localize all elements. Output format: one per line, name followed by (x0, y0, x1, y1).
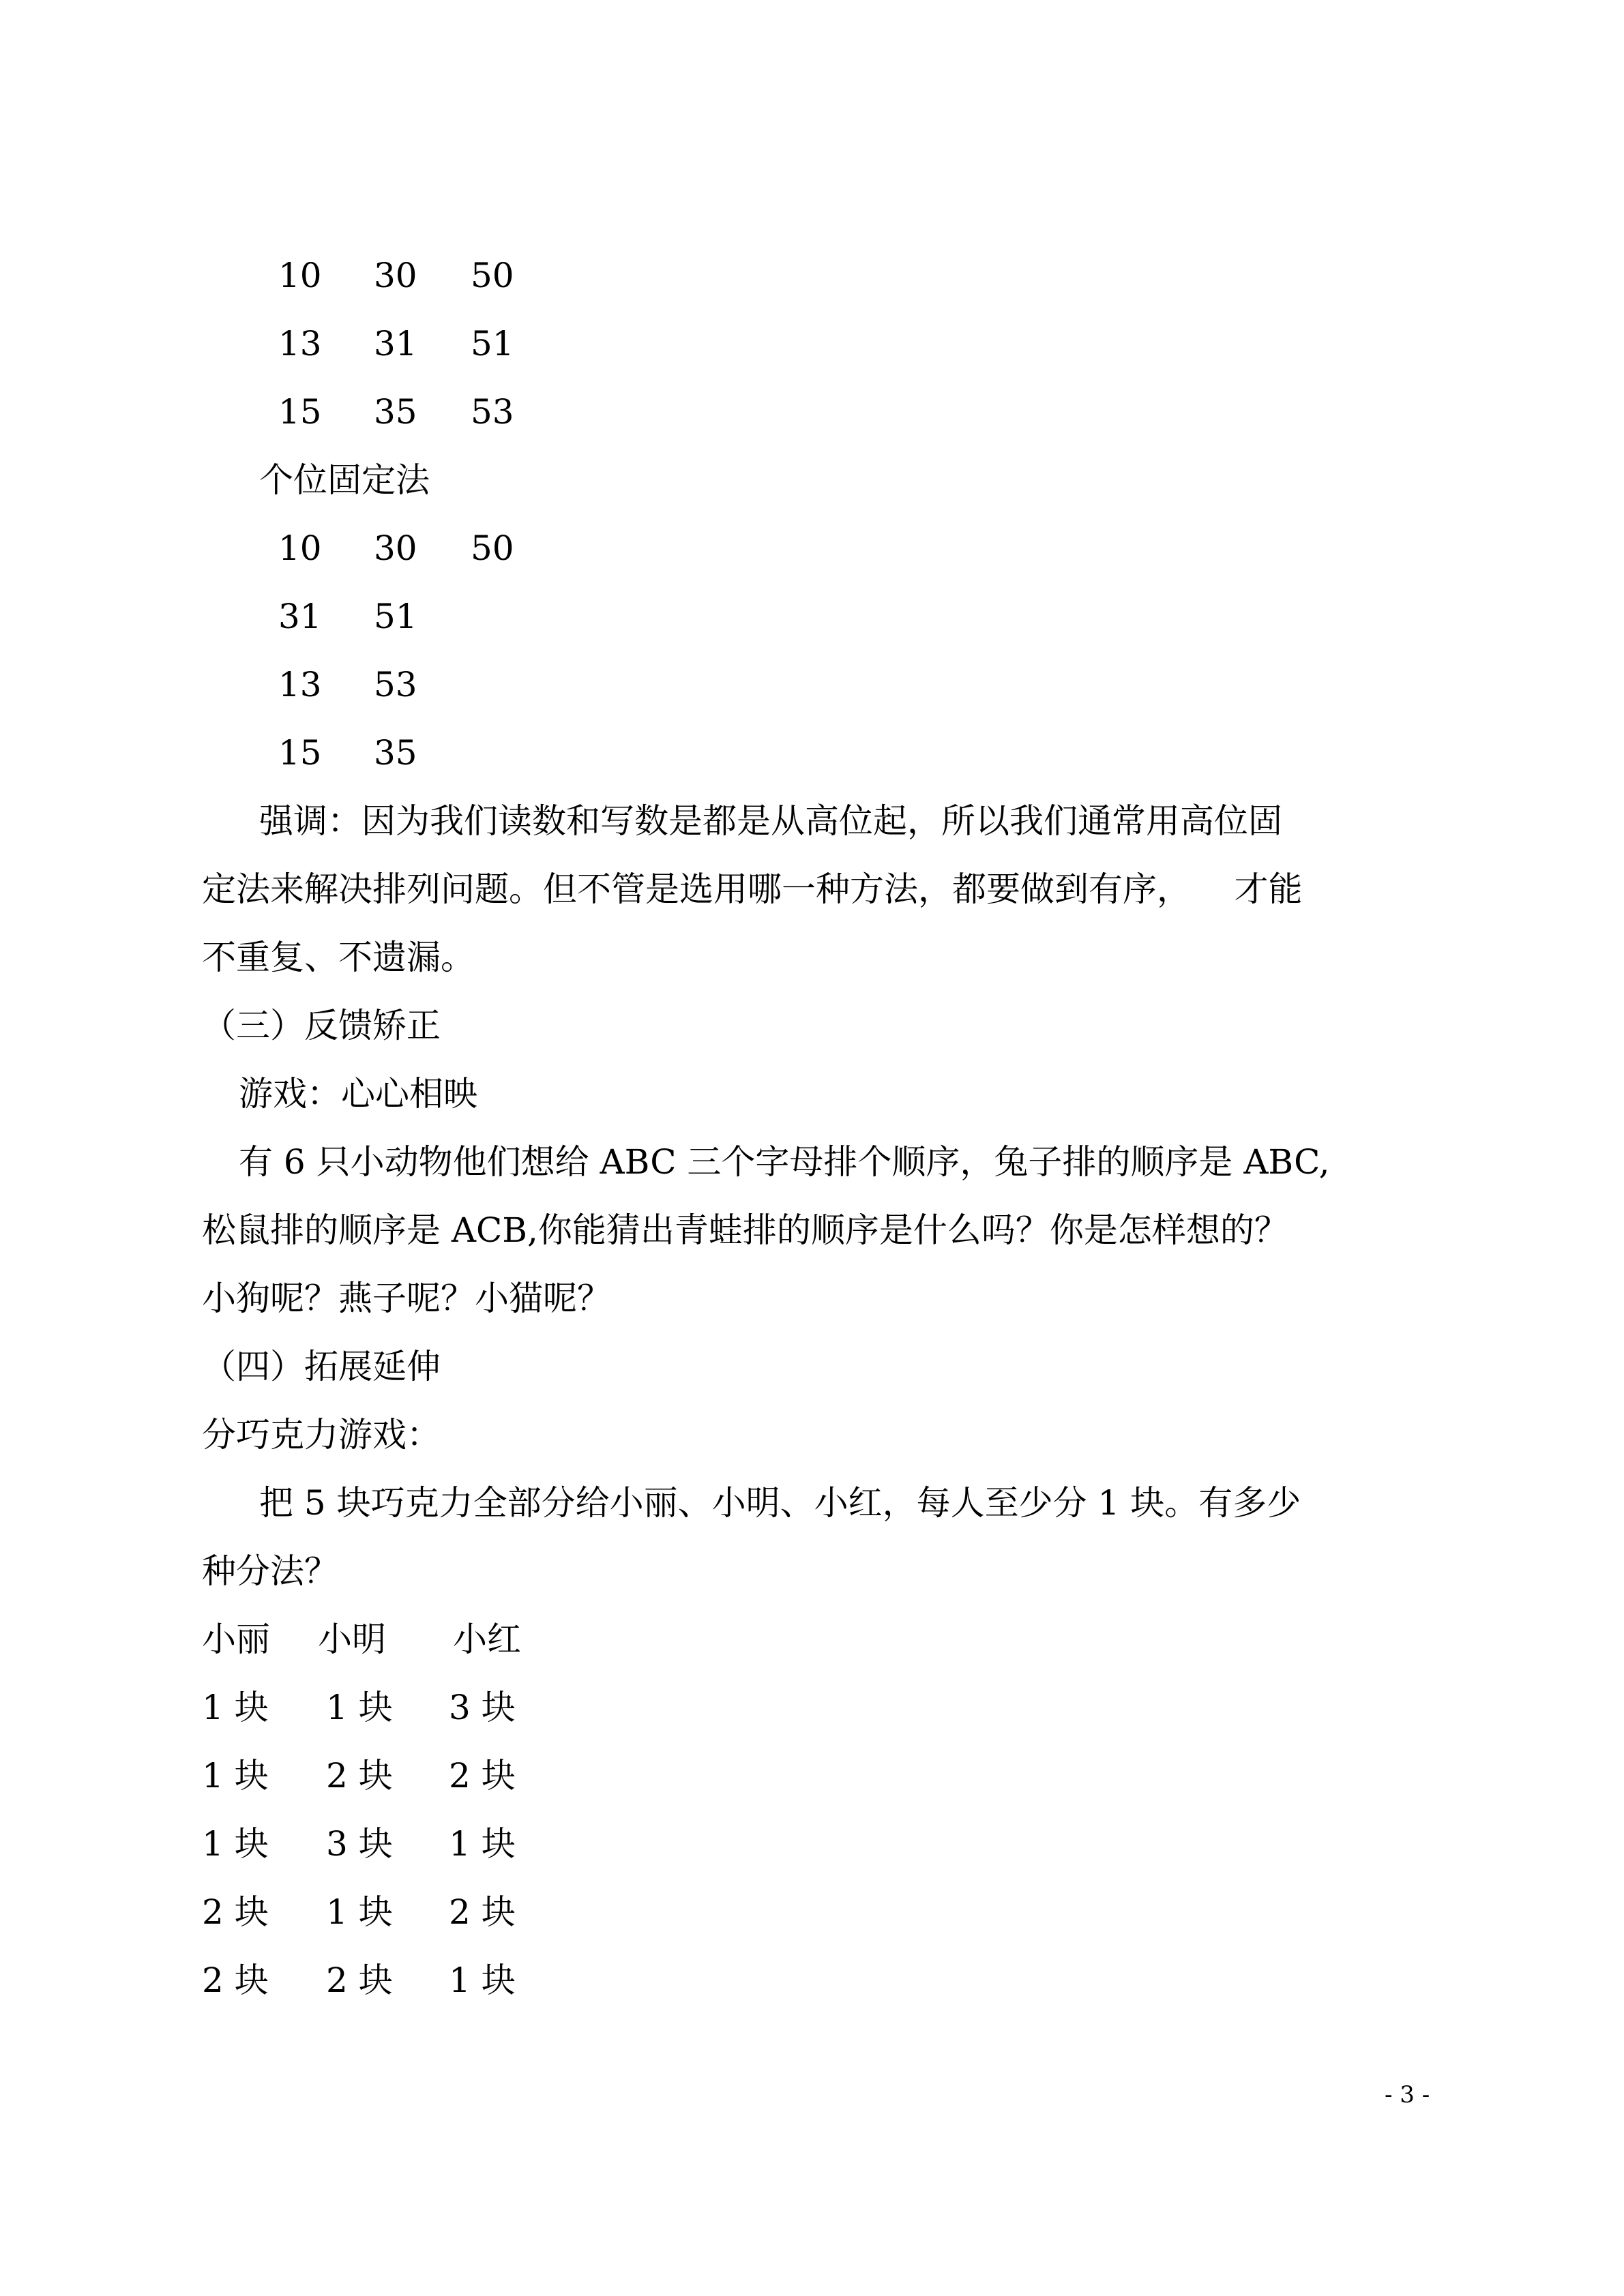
table-cell: 50 (471, 528, 514, 568)
column-header: 小红 (453, 1620, 521, 1659)
paragraph-line: 松鼠排的顺序是 ACB,你能猜出青蛙排的顺序是什么吗？你是怎样想的？ (202, 1210, 1288, 1250)
table-cell: 2 块 (326, 1756, 393, 1795)
table-cell: 50 (471, 256, 514, 295)
table-cell: 2 块 (449, 1892, 516, 1932)
table-cell: 2 块 (202, 1960, 269, 2000)
table-cell: 13 (278, 665, 322, 704)
table-cell: 3 块 (449, 1688, 516, 1727)
column-header: 小丽 (202, 1620, 270, 1659)
paragraph-line: 不重复、不遗漏。 (202, 938, 475, 977)
table-cell: 2 块 (326, 1960, 393, 2000)
table-cell: 3 块 (326, 1824, 393, 1864)
table-cell: 2 块 (202, 1892, 269, 1932)
table-cell: 15 (278, 392, 322, 432)
page-number: - 3 - (1385, 2081, 1430, 2108)
paragraph-line: 强调：因为我们读数和写数是都是从高位起，所以我们通常用高位固 (259, 801, 1282, 841)
method-title: 个位固定法 (259, 460, 430, 500)
table-cell: 15 (278, 733, 322, 773)
table-cell: 30 (374, 528, 417, 568)
column-header: 小明 (318, 1620, 386, 1659)
table-cell: 1 块 (449, 1960, 516, 2000)
paragraph-line: 把 5 块巧克力全部分给小丽、小明、小红，每人至少分 1 块。有多少 (259, 1483, 1301, 1523)
paragraph-line: 定法来解决排列问题。但不管是选用哪一种方法，都要做到有序， 才能 (202, 869, 1303, 909)
table-cell: 31 (374, 324, 417, 363)
table-cell: 53 (374, 665, 417, 704)
table-cell: 35 (374, 733, 417, 773)
table-cell: 1 块 (202, 1756, 269, 1795)
table-cell: 13 (278, 324, 322, 363)
paragraph-line: 有 6 只小动物他们想给 ABC 三个字母排个顺序，兔子排的顺序是 ABC, (239, 1142, 1330, 1182)
table-cell: 1 块 (202, 1688, 269, 1727)
table-cell: 10 (278, 256, 322, 295)
table-cell: 1 块 (326, 1688, 393, 1727)
table-cell: 1 块 (326, 1892, 393, 1932)
paragraph-line: 小狗呢？燕子呢？小猫呢？ (202, 1279, 611, 1318)
table-cell: 1 块 (449, 1824, 516, 1864)
table-cell: 10 (278, 528, 322, 568)
section-heading: （三）反馈矫正 (202, 1006, 441, 1045)
table-cell: 1 块 (202, 1824, 269, 1864)
game-title: 分巧克力游戏： (202, 1415, 441, 1455)
table-cell: 35 (374, 392, 417, 432)
section-heading: （四）拓展延伸 (202, 1347, 441, 1386)
table-cell: 2 块 (449, 1756, 516, 1795)
table-cell: 30 (374, 256, 417, 295)
table-cell: 51 (374, 597, 417, 636)
table-cell: 51 (471, 324, 514, 363)
game-title: 游戏：心心相映 (239, 1074, 477, 1114)
paragraph-line: 种分法？ (202, 1551, 338, 1591)
table-cell: 31 (278, 597, 322, 636)
table-cell: 53 (471, 392, 514, 432)
